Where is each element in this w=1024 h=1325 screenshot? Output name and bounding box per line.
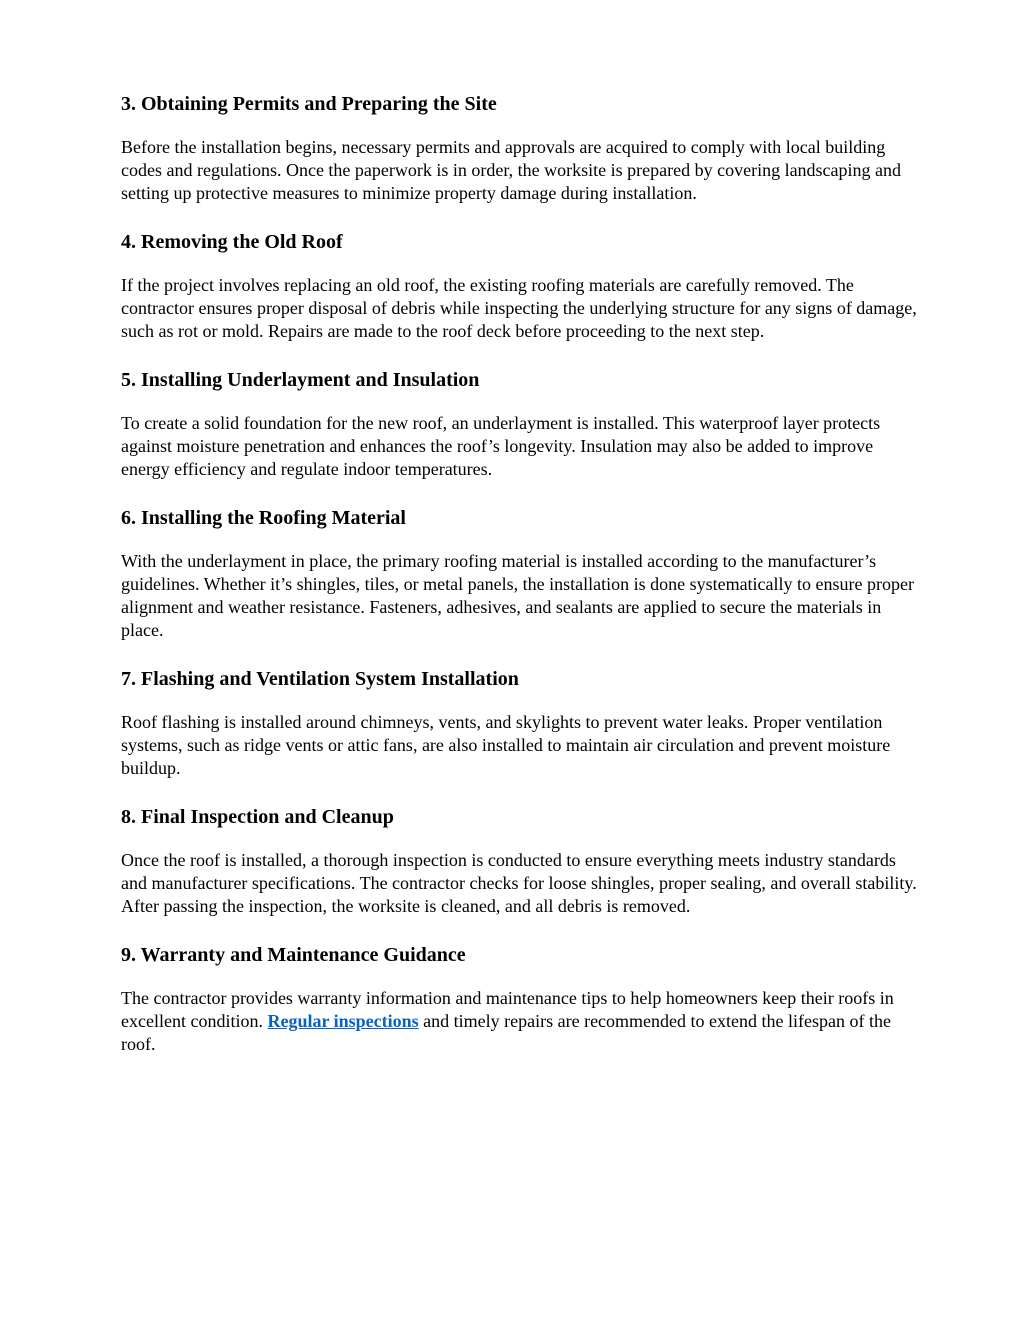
section-paragraph: To create a solid foundation for the new roof, an underlayment is installed. This waterproof layer protects against moisture penetration and enhances the roof’s longevity. Insulation may also be added to improve energy efficiency and regulate indoor temperatures. bbox=[121, 413, 881, 479]
section-paragraph: Roof flashing is installed around chimneys, vents, and skylights to prevent water leaks. Proper ventilation systems, such as ridge vents or attic fans, are also installed to maintain air circulation and prevent moisture buildup. bbox=[121, 712, 891, 778]
section-heading: 9. Warranty and Maintenance Guidance bbox=[121, 944, 466, 966]
section-permits bbox=[121, 90, 921, 205]
section-heading: 7. Flashing and Ventilation System Installation bbox=[121, 668, 519, 690]
section-paragraph: With the underlayment in place, the primary roofing material is installed according to the manufacturer’s guidelines. Whether it’s shingles, tiles, or metal panels, the installation is done systematically to ensure proper alignment and weather resistance. Fasteners, adhesives, and sealants are applied to secure the materials in place. bbox=[121, 551, 914, 640]
section-warranty bbox=[121, 941, 921, 1056]
section-heading: 5. Installing Underlayment and Insulation bbox=[121, 369, 480, 391]
section-paragraph: Once the roof is installed, a thorough inspection is conducted to ensure everything meets industry standards and manufacturer specifications. The contractor checks for loose shingles, proper sealing, and overall stability. After passing the inspection, the worksite is cleaned, and all debris is removed. bbox=[121, 850, 917, 916]
document-page bbox=[121, 90, 921, 1079]
paragraph-text-after-link: and timely repairs are recommended to extend the lifespan of the roof. bbox=[121, 1011, 891, 1054]
section-underlayment bbox=[121, 366, 921, 481]
section-flashing-ventilation bbox=[121, 665, 921, 780]
section-removing-old-roof bbox=[121, 228, 921, 343]
section-heading: 8. Final Inspection and Cleanup bbox=[121, 806, 394, 828]
section-paragraph: If the project involves replacing an old roof, the existing roofing materials are carefully removed. The contractor ensures proper disposal of debris while inspecting the underlying structure for any signs of damage, such as rot or mold. Repairs are made to the roof deck before proceeding to the next step. bbox=[121, 275, 917, 341]
paragraph-text-before-link: The contractor provides warranty information and maintenance tips to help homeowners keep their roofs in excellent condition. bbox=[121, 988, 894, 1031]
section-paragraph bbox=[121, 987, 921, 1056]
section-heading: 4. Removing the Old Roof bbox=[121, 231, 343, 253]
section-heading: 6. Installing the Roofing Material bbox=[121, 507, 406, 529]
regular-inspections-link[interactable]: Regular inspections bbox=[267, 1011, 419, 1031]
section-paragraph: Before the installation begins, necessary permits and approvals are acquired to comply with local building codes and regulations. Once the paperwork is in order, the worksite is prepared by covering landscaping and setting up protective measures to minimize property damage during installation. bbox=[121, 137, 902, 203]
section-heading: 3. Obtaining Permits and Preparing the Site bbox=[121, 93, 497, 115]
section-roofing-material bbox=[121, 504, 921, 642]
section-final-inspection bbox=[121, 803, 921, 918]
